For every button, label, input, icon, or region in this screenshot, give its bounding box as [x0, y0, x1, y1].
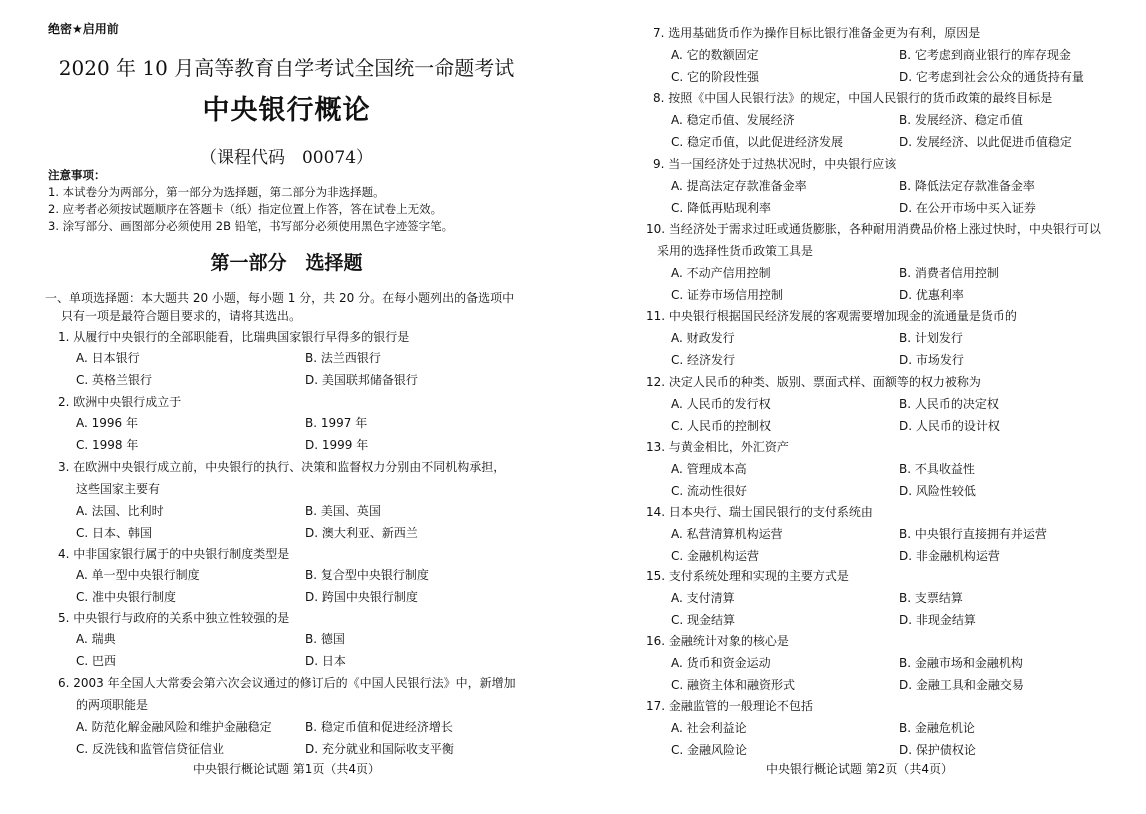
- option-c: C. 流动性很好: [671, 484, 748, 498]
- question-10: [646, 220, 1133, 302]
- option-a: A. 人民币的发行权: [671, 397, 771, 411]
- question-17: [646, 697, 1133, 757]
- option-a: A. 货币和资金运动: [671, 656, 771, 670]
- option-c: C. 现金结算: [671, 613, 736, 627]
- question-2: [58, 393, 548, 452]
- notes-title: 注意事项：: [48, 168, 106, 182]
- question-stem-continued: 采用的选择性货币政策工具是: [657, 244, 814, 258]
- exam-page-2: [573, 0, 1146, 814]
- option-a: A. 它的数额固定: [671, 48, 759, 62]
- question-14: [646, 503, 1133, 563]
- option-c: C. 反洗钱和监管信贷征信业: [76, 742, 225, 756]
- confidential-mark: 绝密★启用前: [48, 22, 119, 36]
- option-c: C. 人民币的控制权: [671, 419, 772, 433]
- question-stem: 4. 中非国家银行属于的中央银行制度类型是: [58, 547, 290, 561]
- option-b: B. 降低法定存款准备金率: [899, 179, 1035, 193]
- option-b: B. 人民币的决定权: [899, 397, 999, 411]
- option-c: C. 巴西: [76, 654, 117, 668]
- option-c: C. 准中央银行制度: [76, 590, 177, 604]
- option-d: D. 市场发行: [899, 353, 964, 367]
- option-d: D. 在公开市场中买入证券: [899, 201, 1036, 215]
- question-13: [646, 438, 1133, 498]
- option-c: C. 证券市场信用控制: [671, 288, 784, 302]
- option-d: D. 非现金结算: [899, 613, 976, 627]
- option-b: B. 消费者信用控制: [899, 266, 999, 280]
- option-b: B. 金融市场和金融机构: [899, 656, 1023, 670]
- option-c: C. 1998 年: [76, 438, 139, 452]
- question-stem: 8. 按照《中国人民银行法》的规定，中国人民银行的货币政策的最终目标是: [653, 91, 1053, 105]
- option-d: D. 发展经济、以此促进币值稳定: [899, 135, 1072, 149]
- section-line: 一、单项选择题：本大题共 20 小题，每小题 1 分，共 20 分。在每小题列出的备选项中: [45, 291, 515, 305]
- option-c: C. 金融风险论: [671, 743, 748, 757]
- option-b: B. 计划发行: [899, 331, 963, 345]
- option-a: A. 管理成本高: [671, 462, 747, 476]
- exam-title: 2020 年 10 月高等教育自学考试全国统一命题考试: [58, 56, 515, 80]
- option-c: C. 金融机构运营: [671, 549, 760, 563]
- option-d: D. 1999 年: [305, 438, 369, 452]
- question-stem: 2. 欧洲中央银行成立于: [58, 395, 182, 409]
- option-c: C. 经济发行: [671, 353, 736, 367]
- page-footer: 中央银行概论试题 第1页（共4页）: [192, 762, 381, 776]
- option-d: D. 保护债权论: [899, 743, 976, 757]
- option-a: A. 不动产信用控制: [671, 266, 771, 280]
- question-15: [646, 567, 1133, 627]
- question-stem: 7. 选用基础货币作为操作目标比银行准备金更为有利，原因是: [653, 26, 981, 40]
- question-stem-continued: 这些国家主要有: [76, 482, 161, 496]
- option-b: B. 发展经济、稳定币值: [899, 113, 1023, 127]
- question-stem: 12. 决定人民币的种类、版别、票面式样、面额等的权力被称为: [646, 375, 981, 389]
- option-b: B. 美国、英国: [305, 504, 381, 518]
- option-a: A. 稳定币值、发展经济: [671, 113, 795, 127]
- option-d: D. 美国联邦储备银行: [305, 373, 418, 387]
- question-stem: 13. 与黄金相比，外汇资产: [646, 440, 789, 454]
- question-7: [653, 24, 1133, 84]
- option-b: B. 稳定币值和促进经济增长: [305, 720, 453, 734]
- option-d: D. 风险性较低: [899, 484, 976, 498]
- option-b: B. 金融危机论: [899, 721, 975, 735]
- question-11: [646, 307, 1133, 367]
- question-stem: 14. 日本央行、瑞士国民银行的支付系统由: [646, 505, 873, 519]
- question-6: [58, 674, 548, 756]
- option-c: C. 英格兰银行: [76, 373, 153, 387]
- option-d: D. 澳大利亚、新西兰: [305, 526, 418, 540]
- question-stem: 3. 在欧洲中央银行成立前，中央银行的执行、决策和监督权力分别由不同机构承担，: [58, 460, 506, 474]
- question-stem: 11. 中央银行根据国民经济发展的客观需要增加现金的流通量是货币的: [646, 309, 1017, 323]
- question-stem-continued: 的两项职能是: [76, 698, 149, 712]
- question-4: [58, 545, 548, 604]
- option-d: D. 人民币的设计权: [899, 419, 1000, 433]
- option-c: C. 降低再贴现利率: [671, 201, 772, 215]
- section-instructions: [45, 289, 545, 325]
- option-d: D. 充分就业和国际收支平衡: [305, 742, 454, 756]
- option-b: B. 不具收益性: [899, 462, 975, 476]
- question-12: [646, 373, 1133, 433]
- page-footer: 中央银行概论试题 第2页（共4页）: [765, 762, 954, 776]
- part-title: 第一部分 选择题: [210, 252, 363, 274]
- note-item: 1. 本试卷分为两部分，第一部分为选择题，第二部分为非选择题。: [48, 185, 385, 199]
- option-d: D. 金融工具和金融交易: [899, 678, 1024, 692]
- option-b: B. 复合型中央银行制度: [305, 568, 429, 582]
- option-a: A. 法国、比利时: [76, 504, 164, 518]
- option-b: B. 1997 年: [305, 416, 368, 430]
- notes-block: [48, 167, 453, 235]
- option-d: D. 跨国中央银行制度: [305, 590, 418, 604]
- option-c: C. 它的阶段性强: [671, 70, 760, 84]
- option-d: D. 非金融机构运营: [899, 549, 1000, 563]
- question-stem: 17. 金融监管的一般理论不包括: [646, 699, 813, 713]
- option-b: B. 德国: [305, 632, 345, 646]
- question-stem: 9. 当一国经济处于过热状况时，中央银行应该: [653, 157, 897, 171]
- option-a: A. 私营清算机构运营: [671, 527, 783, 541]
- question-stem: 10. 当经济处于需求过旺或通货膨胀，各种耐用消费品价格上涨过快时，中央银行可以: [646, 222, 1101, 236]
- question-stem: 15. 支付系统处理和实现的主要方式是: [646, 569, 849, 583]
- note-item: 2. 应考者必须按试题顺序在答题卡（纸）指定位置上作答，答在试卷上无效。: [48, 202, 443, 216]
- question-stem: 1. 从履行中央银行的全部职能看，比瑞典国家银行早得多的银行是: [58, 330, 410, 344]
- question-9: [653, 155, 1133, 215]
- option-a: A. 财政发行: [671, 331, 735, 345]
- option-b: B. 中央银行直接拥有并运营: [899, 527, 1047, 541]
- question-stem: 16. 金融统计对象的核心是: [646, 634, 789, 648]
- option-a: A. 提高法定存款准备金率: [671, 179, 807, 193]
- section-line: 只有一项是最符合题目要求的，请将其选出。: [61, 309, 302, 323]
- option-b: B. 它考虑到商业银行的库存现金: [899, 48, 1071, 62]
- option-a: A. 防范化解金融风险和维护金融稳定: [76, 720, 272, 734]
- course-code: （课程代码 00074）: [199, 148, 374, 168]
- option-a: A. 支付清算: [671, 591, 735, 605]
- question-8: [653, 89, 1133, 149]
- option-c: C. 稳定币值，以此促进经济发展: [671, 135, 844, 149]
- option-d: D. 日本: [305, 654, 346, 668]
- option-a: A. 1996 年: [76, 416, 138, 430]
- question-16: [646, 632, 1133, 692]
- option-c: C. 融资主体和融资形式: [671, 678, 796, 692]
- option-a: A. 瑞典: [76, 632, 116, 646]
- question-1: [58, 328, 548, 387]
- option-d: D. 它考虑到社会公众的通货持有量: [899, 70, 1084, 84]
- question-3: [58, 458, 548, 540]
- option-d: D. 优惠利率: [899, 288, 964, 302]
- option-c: C. 日本、韩国: [76, 526, 153, 540]
- option-b: B. 法兰西银行: [305, 351, 381, 365]
- option-a: A. 社会利益论: [671, 721, 747, 735]
- question-5: [58, 609, 548, 668]
- question-stem: 5. 中央银行与政府的关系中独立性较强的是: [58, 611, 290, 625]
- option-a: A. 单一型中央银行制度: [76, 568, 200, 582]
- question-stem: 6. 2003 年全国人大常委会第六次会议通过的修订后的《中国人民银行法》中，新增加: [58, 676, 516, 690]
- note-item: 3. 涂写部分、画图部分必须使用 2B 铅笔，书写部分必须使用黑色字迹签字笔。: [48, 219, 454, 233]
- option-a: A. 日本银行: [76, 351, 140, 365]
- option-b: B. 支票结算: [899, 591, 963, 605]
- subject-title: 中央银行概论: [202, 95, 371, 126]
